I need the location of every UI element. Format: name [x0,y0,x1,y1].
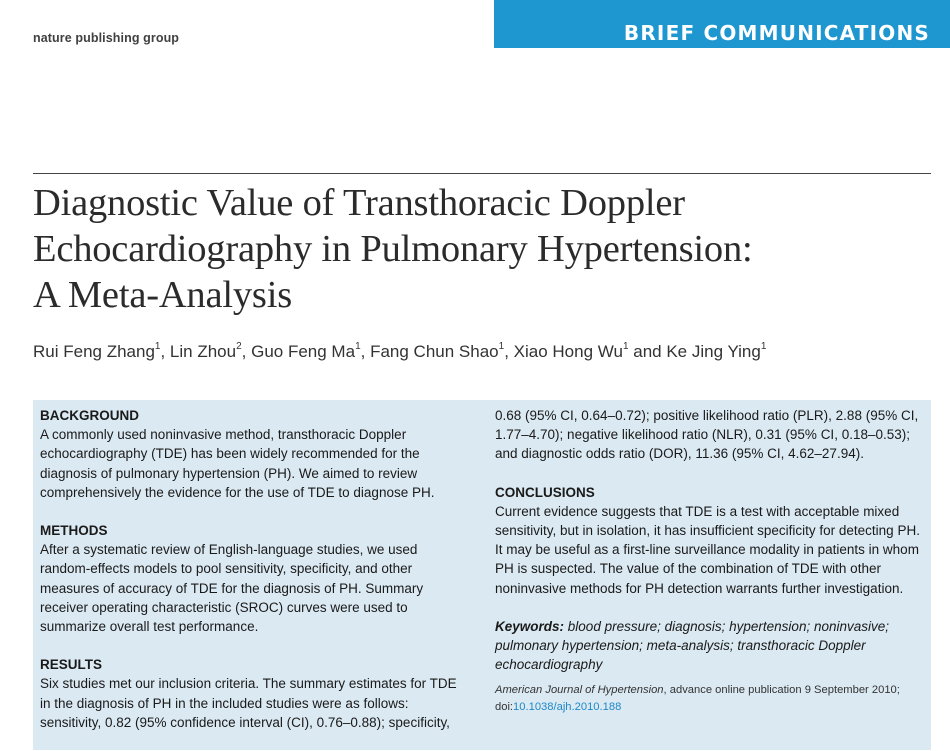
author-separator: and [628,342,667,361]
methods-section [40,521,460,636]
background-text: A commonly used noninvasive method, transthoracic Doppler echocardiography (TDE) has been widely recommended for the diagnosis of pulmonary hypertension (PH). We aimed to review comprehensively the evidence for the use of TDE to diagnose PH. [40,427,435,500]
results-heading: RESULTS [40,657,103,673]
conclusions-section [495,483,925,598]
methods-heading: METHODS [40,523,108,539]
author-separator: , [241,342,252,361]
section-banner [494,0,950,48]
publication-details: , advance online publication 9 September 2010; [663,684,900,697]
author-name: Rui Feng Zhang [33,342,155,361]
affiliation-marker: 1 [355,341,361,353]
doi-label: doi: [495,701,514,714]
affiliation-marker: 1 [498,341,505,353]
affiliation-marker: 2 [236,341,242,353]
background-section [40,406,460,502]
author-list [33,342,766,362]
conclusions-text: Current evidence suggests that TDE is a test with acceptable mixed sensitivity, but in isolation, it has insufficient specificity for detecting PH. It may be useful as a first-line surveillance modality in patients in whom PH is suspected. The value of the combination of TDE with other noninvasive methods for PH detection warrants further investigation. [495,503,920,596]
background-heading: BACKGROUND [40,408,139,423]
abstract-left-column [40,406,460,751]
affiliation-marker: 1 [760,341,767,353]
results-section [40,655,460,732]
author-name: Fang Chun Shao [370,342,499,361]
abstract-right-column [495,406,925,716]
keywords-label: Keywords: [495,618,565,634]
methods-text: After a systematic review of English-language studies, we used random-effects models to pool sensitivity, specificity, and other measures of accuracy of TDE for the diagnosis of PH. Summary receiver operating characteristic (SROC) curves were used to summarize overall test performance. [40,542,424,635]
author-separator: , [504,342,514,361]
keywords-text: blood pressure; diagnosis; hypertension; noninvasive; pulmonary hypertension; meta-analysis; transthoracic Doppler echocardiography [495,618,889,673]
section-label: BRIEF COMMUNICATIONS [623,21,930,45]
publisher-name: nature publishing group [33,31,180,45]
author-name: Xiao Hong Wu [513,342,623,361]
citation [495,682,925,716]
affiliation-marker: 1 [154,341,161,353]
conclusions-heading: CONCLUSIONS [495,484,595,500]
author-separator: , [160,342,170,361]
doi-link[interactable]: 10.1038/ajh.2010.188 [513,701,622,714]
article-title [33,180,913,318]
author-separator: , [360,342,371,361]
results-text: Six studies met our inclusion criteria. The summary estimates for TDE in the diagnosis of PH in the included studies were as follows: sensitivity, 0.82 (95% confidence interval (CI), 0.76–0.88); specificity, [40,676,457,730]
author-name: Lin Zhou [169,342,237,361]
results-continued [495,406,925,464]
affiliation-marker: 1 [622,341,629,353]
keywords [495,617,925,675]
journal-name: American Journal of Hypertension [495,684,664,697]
author-name: Guo Feng Ma [251,342,356,361]
title-line: Echocardiography in Pulmonary Hypertension: [33,228,753,270]
title-rule [33,173,931,174]
results-text-continued: 0.68 (95% CI, 0.64–0.72); positive likelihood ratio (PLR), 2.88 (95% CI, 1.77–4.70); negative likelihood ratio (NLR), 0.31 (95% CI, 0.18–0.53); and diagnostic odds ratio (DOR), 11.36 (95% CI, 4.62–27.94). [495,408,919,462]
abstract-box [33,400,931,750]
author-name: Ke Jing Ying [666,342,761,361]
title-line: Diagnostic Value of Transthoracic Doppler [33,182,685,224]
title-line: A Meta-Analysis [33,274,292,316]
